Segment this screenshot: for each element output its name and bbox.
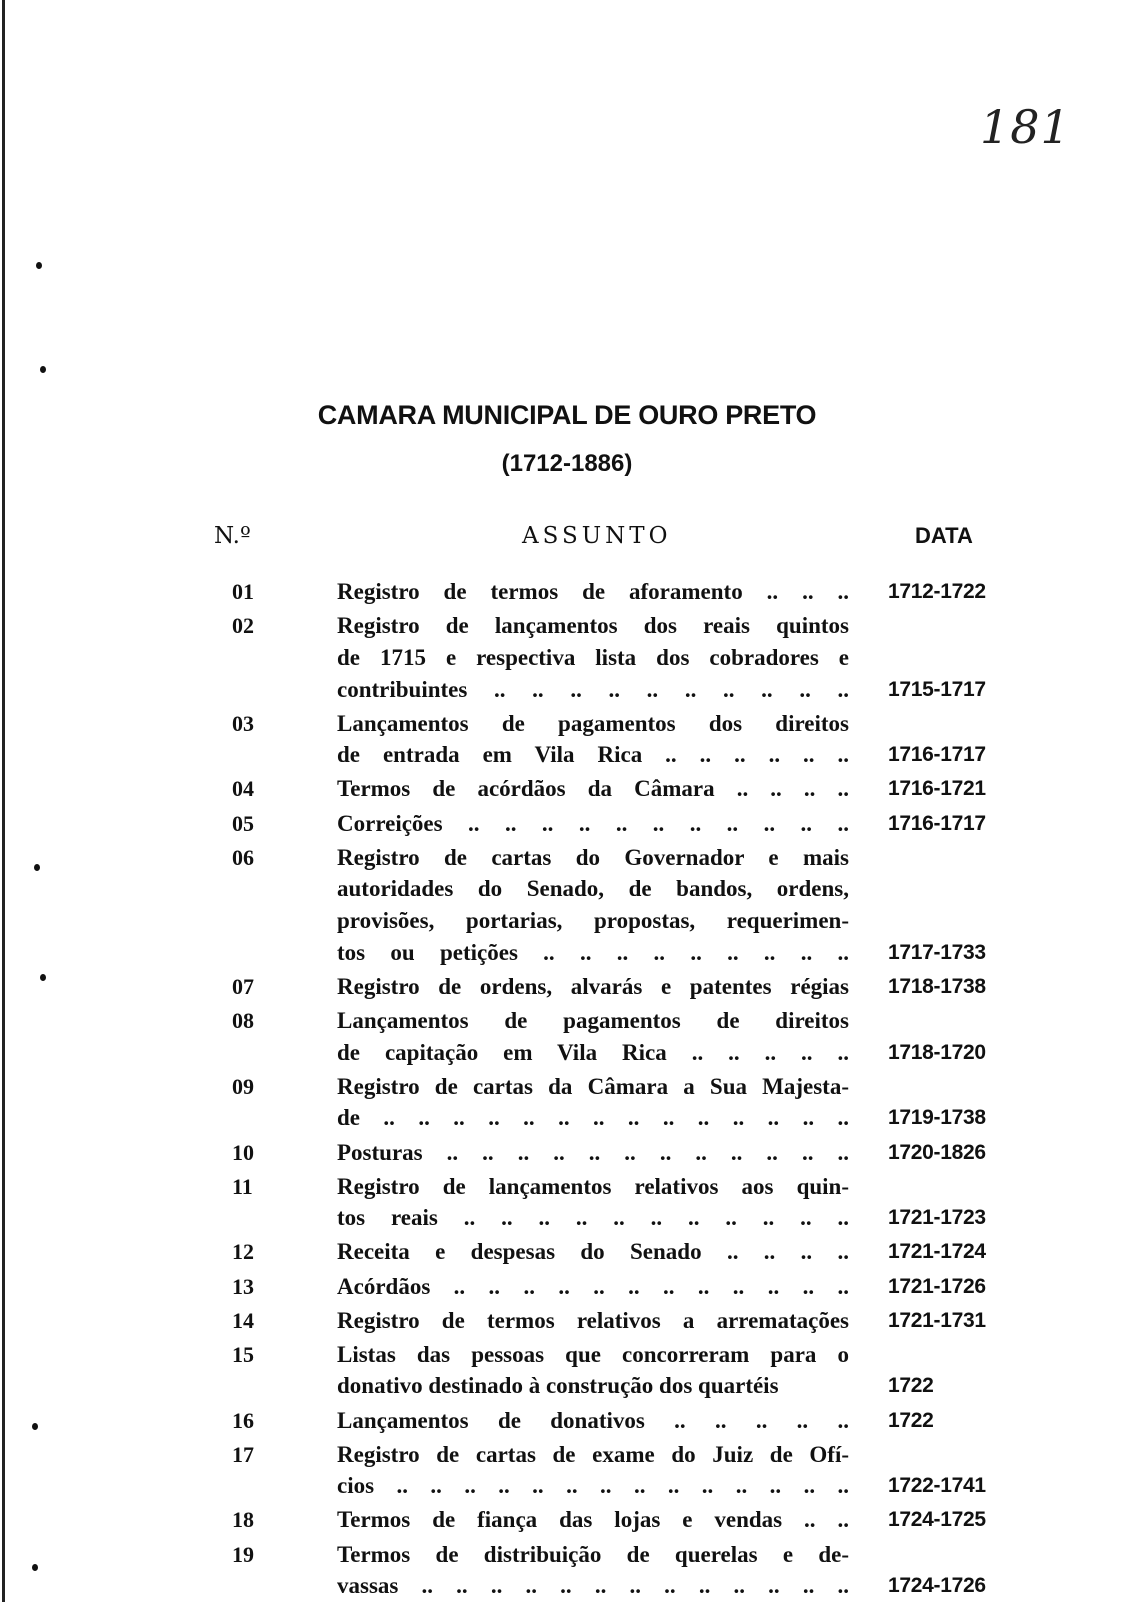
entry-date: 1721-1726 xyxy=(888,1274,986,1298)
entry-date: 1721-1723 xyxy=(888,1206,986,1230)
entry-subject-line: tos ou petições .. .. .. .. .. .. .. .. .. xyxy=(337,939,849,965)
entry-number: 09 xyxy=(232,1073,254,1099)
entry-number: 04 xyxy=(232,776,254,802)
entry-subject-line: provisões, portarias, propostas, requerimen- xyxy=(337,908,849,933)
entry-number: 12 xyxy=(232,1239,254,1265)
entry-subject-line: Termos de fiança das lojas e vendas .. .. xyxy=(337,1507,849,1533)
entry-number: 01 xyxy=(232,579,254,604)
entry-subject-line: Registro de termos de aforamento .. .. .. xyxy=(337,579,849,604)
entry-number: 02 xyxy=(232,613,254,639)
entry-subject-line: Registro de termos relativos a arrematações xyxy=(337,1307,849,1333)
entry-date: 1722-1741 xyxy=(888,1474,986,1498)
entry-subject-line: Termos de acórdãos da Câmara .. .. .. .. xyxy=(337,776,849,802)
scan-speck xyxy=(34,864,40,871)
scan-speck xyxy=(32,1423,38,1430)
entry-number: 18 xyxy=(232,1507,254,1533)
entry-number: 05 xyxy=(232,810,254,836)
entry-date: 1717-1733 xyxy=(888,940,986,964)
handwritten-page-number: 181 xyxy=(980,100,1071,154)
entry-date: 1724-1726 xyxy=(888,1574,986,1598)
entry-number: 06 xyxy=(232,844,254,870)
entry-number: 19 xyxy=(232,1541,254,1567)
entry-subject-line: Registro de ordens, alvarás e patentes régias xyxy=(337,973,849,999)
entry-number: 11 xyxy=(232,1173,253,1199)
entry-date: 1718-1738 xyxy=(888,974,986,998)
entry-date: 1720-1826 xyxy=(888,1140,986,1164)
entry-date: 1716-1721 xyxy=(888,777,986,801)
entry-subject-line: Registro de lançamentos dos reais quintos xyxy=(337,613,849,639)
entry-subject-line: de entrada em Vila Rica .. .. .. .. .. .. xyxy=(337,742,849,768)
entry-date: 1716-1717 xyxy=(888,743,986,767)
entry-number: 08 xyxy=(232,1007,254,1033)
entry-subject-line: de .. .. .. .. .. .. .. .. .. .. .. .. .. .. xyxy=(337,1105,849,1131)
entry-number: 07 xyxy=(232,973,254,999)
entry-number: 03 xyxy=(232,710,254,736)
entry-subject-line: Registro de cartas de exame do Juiz de Ofí- xyxy=(337,1441,849,1467)
entry-subject-line: Receita e despesas do Senado .. .. .. .. xyxy=(337,1239,849,1265)
entry-subject-line: Lançamentos de pagamentos de direitos xyxy=(337,1007,849,1033)
scan-speck xyxy=(32,1564,38,1571)
entry-subject-line: contribuintes .. .. .. .. .. .. .. .. .. .. xyxy=(337,676,849,702)
scan-speck xyxy=(40,366,46,373)
entry-date: 1716-1717 xyxy=(888,811,986,835)
entry-date: 1722 xyxy=(888,1408,934,1432)
entry-subject-line: Termos de distribuição de querelas e de- xyxy=(337,1541,849,1567)
entry-number: 14 xyxy=(232,1307,254,1333)
scan-speck xyxy=(36,262,42,269)
entry-subject-line: tos reais .. .. .. .. .. .. .. .. .. .. .. xyxy=(337,1205,849,1231)
entry-subject-line: Registro de lançamentos relativos aos quin- xyxy=(337,1173,849,1199)
entry-subject-line: Registro de cartas do Governador e mais xyxy=(337,844,849,870)
entry-subject-line: Listas das pessoas que concorreram para o xyxy=(337,1341,849,1367)
entry-subject-line: autoridades do Senado, de bandos, ordens, xyxy=(337,876,849,902)
document-title: CAMARA MUNICIPAL DE OURO PRETO xyxy=(317,400,817,430)
entry-number: 15 xyxy=(232,1341,254,1367)
entry-date: 1724-1725 xyxy=(888,1508,986,1532)
entry-subject-line: vassas .. .. .. .. .. .. .. .. .. .. .. .. .. xyxy=(337,1573,849,1599)
entry-subject-line: Lançamentos de donativos .. .. .. .. .. xyxy=(337,1407,849,1433)
entry-date: 1718-1720 xyxy=(888,1040,986,1064)
entry-date: 1721-1724 xyxy=(888,1240,986,1264)
entry-number: 16 xyxy=(232,1407,254,1433)
column-header-date: DATA xyxy=(915,523,973,548)
scan-speck xyxy=(40,974,46,981)
entry-subject-line: Lançamentos de pagamentos dos direitos xyxy=(337,710,849,736)
document-subtitle: (1712-1886) xyxy=(501,450,633,477)
column-header-number: N.º xyxy=(214,523,251,549)
entry-subject-line: Correições .. .. .. .. .. .. .. .. .. .. .. xyxy=(337,810,849,836)
entry-subject-line: de capitação em Vila Rica .. .. .. .. .. xyxy=(337,1039,849,1065)
entry-number: 10 xyxy=(232,1139,254,1165)
entry-subject-line: donativo destinado à construção dos quartéis xyxy=(337,1373,779,1399)
entry-subject-line: Acórdãos .. .. .. .. .. .. .. .. .. .. .. .. xyxy=(337,1273,849,1299)
entry-subject-line: Registro de cartas da Câmara a Sua Majesta- xyxy=(337,1073,849,1099)
entry-subject-line: Posturas .. .. .. .. .. .. .. .. .. .. .. .. xyxy=(337,1139,849,1165)
entry-date: 1722 xyxy=(888,1374,934,1398)
column-header-subject: ASSUNTO xyxy=(522,523,672,549)
page-edge-rule xyxy=(2,0,5,1602)
entry-number: 13 xyxy=(232,1273,254,1299)
entry-date: 1712-1722 xyxy=(888,580,986,603)
entry-subject-line: de 1715 e respectiva lista dos cobradores e xyxy=(337,644,849,670)
entry-date: 1715-1717 xyxy=(888,677,986,701)
entry-number: 17 xyxy=(232,1441,254,1467)
entry-date: 1721-1731 xyxy=(888,1308,986,1332)
entry-date: 1719-1738 xyxy=(888,1106,986,1130)
entry-subject-line: cios .. .. .. .. .. .. .. .. .. .. .. .. .. .. xyxy=(337,1473,849,1499)
